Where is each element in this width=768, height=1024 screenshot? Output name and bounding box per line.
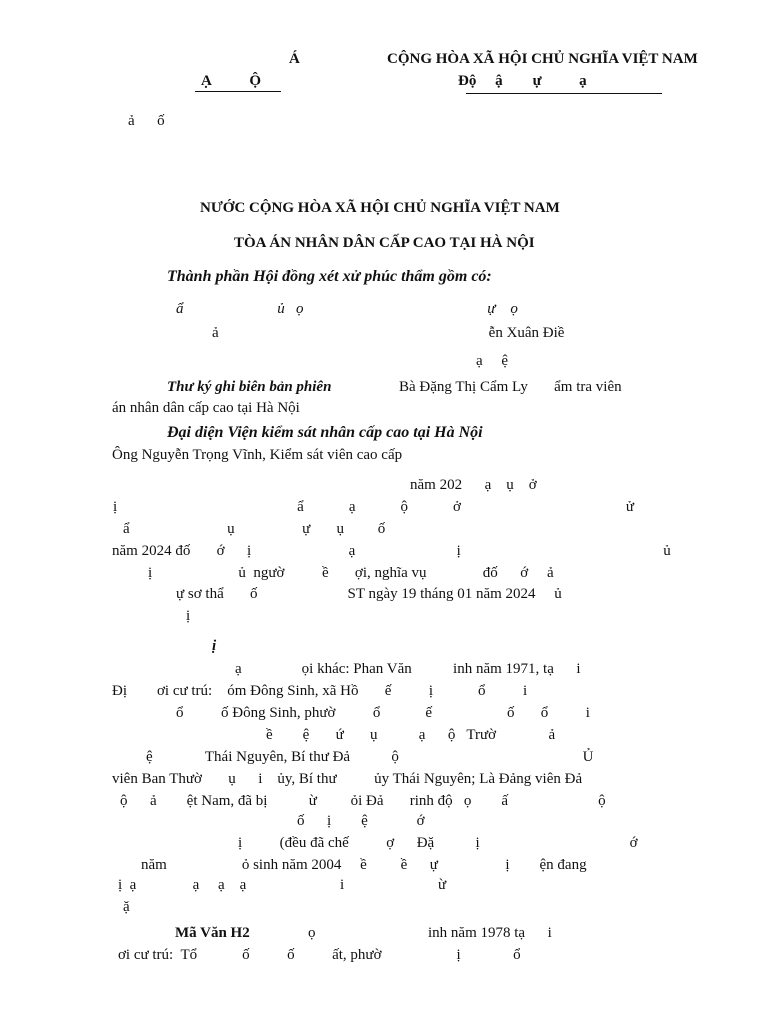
defendant-line-12: ặ bbox=[123, 899, 130, 915]
section-heading: ị bbox=[212, 638, 217, 654]
panel-line-2: ả ễn Xuân Điề bbox=[212, 325, 565, 341]
body-line-11: ẩ ụ ự ụ ố bbox=[123, 521, 386, 537]
clerk-name: Bà Đặng Thị Cẩm Ly ẩm tra viên bbox=[399, 379, 622, 395]
defendant-line-1: ạ ọi khác: Phan Văn inh năm 1971, tạ i bbox=[235, 661, 581, 677]
defendant-line-4: ề ệ ứ ụ ạ ộ Trườ ả bbox=[266, 727, 556, 743]
header-left-line2: Ạ Ộ bbox=[201, 73, 261, 89]
header-right-underline bbox=[466, 93, 662, 94]
clerk-label: Thư ký ghi biên bản phiên bbox=[167, 379, 332, 395]
body-line-10: ị ẩ ạ ộ ở ử bbox=[113, 499, 635, 515]
body-line-9: năm 202 ạ ụ ở bbox=[410, 477, 537, 493]
defendant-line-3: ổ ố Đông Sinh, phườ ổ ế ố ổ i bbox=[176, 705, 590, 721]
defendant-line-2: Đị ơi cư trú: óm Đông Sinh, xã Hồ ế ị ổ i bbox=[112, 683, 528, 699]
clerk-court: án nhân dân cấp cao tại Hà Nội bbox=[112, 400, 300, 416]
header-left-underline bbox=[195, 91, 281, 92]
panel-line-3: ạ ệ bbox=[476, 353, 509, 369]
title-nation: NƯỚC CỘNG HÒA XÃ HỘI CHỦ NGHĨA VIỆT NAM bbox=[200, 200, 560, 216]
second-defendant-name: Mã Văn H2 bbox=[175, 925, 250, 941]
body-line-12: năm 2024 đố ớ ị ạ ị ủ bbox=[112, 543, 671, 559]
panel-heading: Thành phần Hội đồng xét xử phúc thẩm gồm có: bbox=[167, 268, 492, 285]
body-line-15: ị bbox=[186, 608, 191, 624]
defendant-line-6: viên Ban Thườ ụ i ủy, Bí thư ủy Thái Nguyên; Là Đảng viên Đả bbox=[112, 771, 583, 787]
header-left-line1: Á bbox=[289, 51, 300, 67]
defendant-line-5: ệ Thái Nguyên, Bí thư Đả ộ Ủ bbox=[146, 749, 594, 765]
title-court: TÒA ÁN NHÂN DÂN CẤP CAO TẠI HÀ NỘI bbox=[234, 235, 535, 251]
body-line-14: ự sơ thẩ ố ST ngày 19 tháng 01 năm 2024 ủ bbox=[176, 586, 562, 602]
case-number-line: ả ố bbox=[128, 113, 165, 129]
body-line-13: ị ủ ngườ ề ợi, nghĩa vụ đố ớ ả bbox=[148, 565, 554, 581]
defendant-line-11: ị ạ ạ ạ ạ i ừ bbox=[118, 877, 447, 893]
second-defendant-line-2: ơi cư trú: Tổ ố ố ất, phườ ị ổ bbox=[118, 947, 521, 963]
procuracy-name: Ông Nguyễn Trọng Vĩnh, Kiểm sát viên cao cấp bbox=[112, 447, 403, 463]
procuracy-label: Đại diện Viện kiểm sát nhân cấp cao tại Hà Nội bbox=[167, 424, 483, 441]
defendant-line-7: ộ ả ệt Nam, đã bị ừ ỏi Đả rinh độ ọ ấ ộ bbox=[120, 793, 606, 809]
second-defendant-line-1: ọ inh năm 1978 tạ i bbox=[308, 925, 552, 941]
defendant-line-10: năm ỏ sinh năm 2004 ề ề ự ị ện đang bbox=[141, 857, 587, 873]
panel-line-1: ẩ ủ ọ ự ọ bbox=[176, 301, 518, 317]
header-right-line1: CỘNG HÒA XÃ HỘI CHỦ NGHĨA VIỆT NAM bbox=[387, 51, 698, 67]
defendant-line-9: ị (đều đã chế ợ Đặ ị ớ bbox=[238, 835, 638, 851]
defendant-line-8: ố ị ệ ớ bbox=[297, 813, 425, 829]
header-right-line2: Độ ậ ự ạ bbox=[458, 73, 587, 89]
